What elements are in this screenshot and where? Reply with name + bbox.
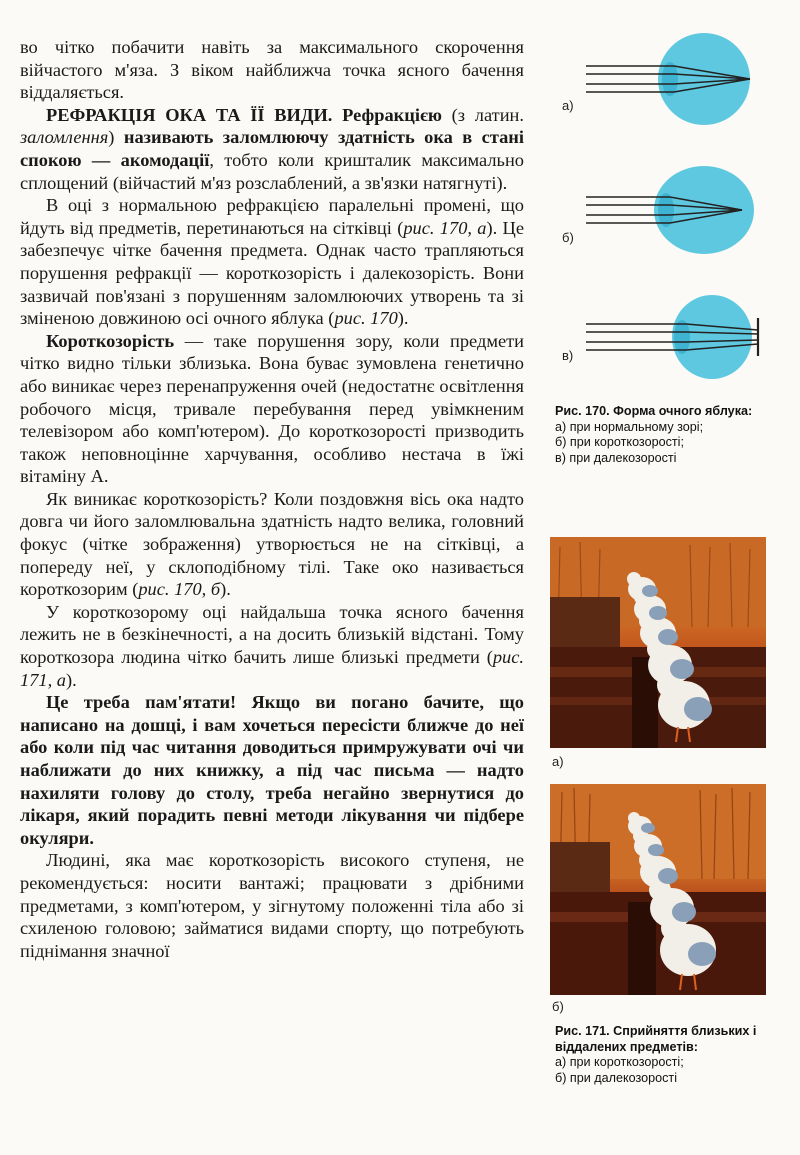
figure-170-eye-c: [582, 290, 772, 390]
figure-170-eye-b: [582, 160, 762, 260]
figure-171-label-a: а): [552, 754, 564, 769]
figure-170-caption: [555, 404, 793, 466]
figure-171-caption-b: б) при далекозорості: [555, 1070, 677, 1085]
figure-170-caption-title: Рис. 170. Форма очного яблука:: [555, 404, 753, 418]
figure-171-photo-b: [550, 784, 766, 995]
figure-170-label-c: в): [562, 348, 574, 363]
main-text: [20, 36, 524, 962]
figure-170-label-b: б): [562, 230, 574, 245]
figure-171-label-b: б): [552, 999, 564, 1014]
figure-171-caption-title: Рис. 171. Сприйняття близьких і віддалених предметів:: [555, 1024, 757, 1054]
paragraph-myopia: Короткозорість — таке порушення зору, коли предмети чітко видно тільки зблизька. Вона буває зумовлена генетично або виникає через перенапруження очей (недостатнє освітлення робочого місця, тривале перебування перед увімкненим телевізором або комп'ютером). До короткозорості призводить також неповноцінне харчування, особливо нестача в їжі вітаміну А.: [20, 330, 524, 487]
paragraph-intro: во чітко побачити навіть за максимального скорочення війчастого м'яза. З віком найближча точка ясного бачення віддаляється.: [20, 37, 524, 103]
figure-170-label-a: а): [562, 98, 574, 113]
figure-171-photo-a: [550, 537, 766, 748]
paragraph-remember: Це треба пам'ятати! Якщо ви погано бачите, що написано на дошці, і вам хочеться пересісти ближче до неї або коли під час читання доводиться примружувати очі чи наближати до них книжку, а під час письма — надто нахиляти голову до столу, треба негайно звернутися до лікаря, який порадить певні методи лікування чи підбере окуляри.: [20, 692, 524, 848]
figure-171-caption-a: а) при короткозорості;: [555, 1055, 684, 1070]
section-heading: РЕФРАКЦІЯ ОКА ТА ЇЇ ВИДИ.: [46, 104, 333, 125]
figure-170-eye-a: [582, 30, 762, 130]
paragraph-myopia-cause: Як виникає короткозорість? Коли поздовжня вісь ока надто довга чи його заломлювальна здатність надто велика, головний фокус (чітке зображення) утворюється не на сітківці, а попереду неї, у склоподібному тілі. Таке око називається короткозорим (рис. 170, б).: [20, 488, 524, 600]
paragraph-far-point: У короткозорому оці найдальша точка ясного бачення лежить не в безкінечності, а на досить близькій відстані. Тому короткозора людина чітко бачить лише близькі предмети (рис. 171, а).: [20, 601, 524, 690]
figure-170-caption-a: а) при нормальному зорі;: [555, 419, 704, 434]
figure-170-caption-b: б) при короткозорості;: [555, 435, 684, 450]
paragraph-normal-refraction: В оці з нормальною рефракцією паралельні промені, що йдуть від предметів, перетинаються на сітківці (рис. 170, а). Це забезпечує чітке бачення предмета. Однак часто трапляються порушення рефракції — короткозорість і далекозорість. Вони зазвичай пов'язані з порушенням заломлюючих утворень та зі зміненою довжиною осі очного яблука (рис. 170).: [20, 195, 524, 329]
figure-171-caption: [555, 1024, 793, 1086]
paragraph-recommendations: Людині, яка має короткозорість високого ступеня, не рекомендується: носити вантажі; працювати з дрібними предметами, з комп'ютером, у зігнутому положенні тіла або зі схиленою головою; займатися видами спорту, що потребують піднімання значної: [20, 850, 524, 961]
paragraph-refraction: РЕФРАКЦІЯ ОКА ТА ЇЇ ВИДИ. Рефракцією (з латин. заломлення) називають заломлюючу здатність ока в стані спокою — акомодації, тобто коли кришталик максимально сплощений (війчастий м'яз розслаблений, а зв'язки натягнуті).: [20, 104, 524, 193]
figure-170-caption-c: в) при далекозорості: [555, 450, 677, 465]
